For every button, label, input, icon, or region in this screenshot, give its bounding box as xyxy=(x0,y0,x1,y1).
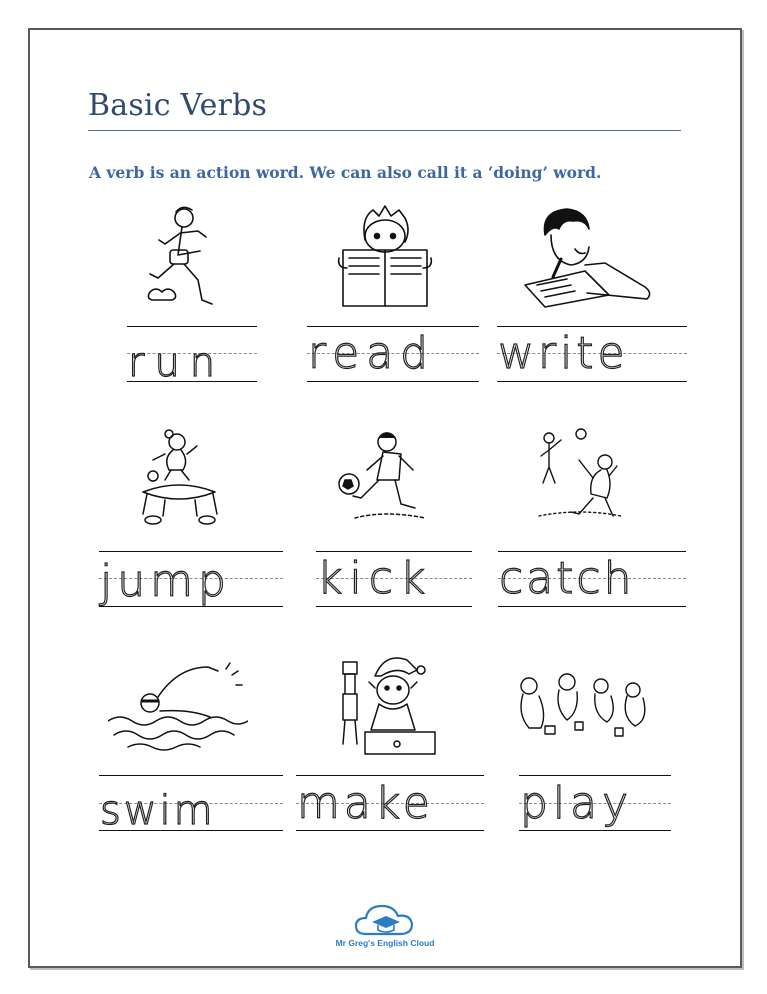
top-line xyxy=(498,551,686,552)
trace-word-play: play xyxy=(520,778,634,829)
swimmer-icon xyxy=(108,655,248,755)
elf-making-toys-icon xyxy=(335,652,440,757)
top-line xyxy=(99,551,283,552)
top-line xyxy=(127,326,257,327)
base-line xyxy=(498,606,686,607)
boy-kicking-ball-icon xyxy=(335,428,440,528)
base-line xyxy=(307,381,479,382)
girl-trampoline-icon xyxy=(135,428,225,528)
cloud-graduation-cap-icon xyxy=(330,900,440,940)
top-line xyxy=(519,775,671,776)
trace-word-make: make xyxy=(297,778,434,829)
title-divider xyxy=(88,130,681,131)
base-line xyxy=(296,830,484,831)
top-line xyxy=(296,775,484,776)
boy-reading-book-icon xyxy=(335,200,435,310)
page-subtitle: A verb is an action word. We can also call it a ‘doing’ word. xyxy=(89,163,602,182)
trace-word-kick: kick xyxy=(317,553,433,604)
top-line xyxy=(307,326,479,327)
running-boy-icon xyxy=(140,200,225,310)
footer-logo-text: Mr Greg's English Cloud xyxy=(335,938,435,948)
trace-word-write: write xyxy=(498,328,629,379)
kids-playing-icon xyxy=(515,672,660,742)
trace-word-read: read xyxy=(308,328,436,379)
footer-logo xyxy=(330,900,440,955)
top-line xyxy=(99,775,283,776)
base-line xyxy=(519,830,671,831)
trace-word-jump: jump xyxy=(100,556,231,607)
trace-word-catch: catch xyxy=(499,553,635,604)
top-line xyxy=(316,551,472,552)
trace-word-swim: swim xyxy=(100,788,216,834)
trace-word-run: run xyxy=(128,340,226,386)
top-line xyxy=(497,326,687,327)
page-title: Basic Verbs xyxy=(88,88,268,123)
base-line xyxy=(316,606,472,607)
boy-writing-icon xyxy=(515,205,655,310)
base-line xyxy=(497,381,687,382)
kids-catching-ball-icon xyxy=(535,428,625,528)
